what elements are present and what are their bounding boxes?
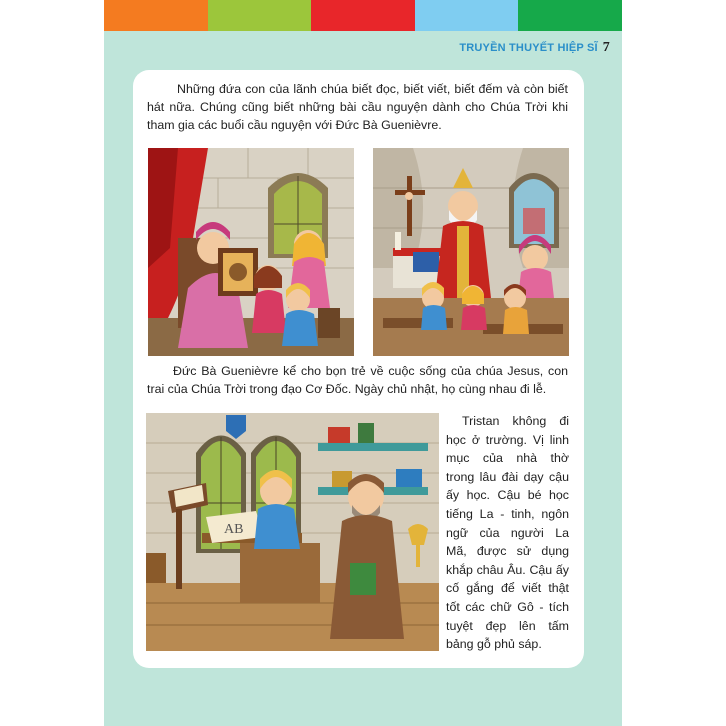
book-page — [104, 0, 622, 726]
content-card — [133, 70, 584, 668]
illustration-priest-at-altar — [373, 148, 569, 356]
color-stripes — [104, 0, 622, 31]
stripe-green — [208, 0, 312, 31]
book-title: TRUYỀN THUYẾT HIỆP SĨ — [459, 42, 598, 54]
stripe-blue — [415, 0, 519, 31]
paragraph-guenievre-stories: Đức Bà Guenièvre kể cho bọn trẻ về cuộc sống của chúa Jesus, con trai của Chúa Trời trong đạo Cơ Đốc. Ngày chủ nhật, họ cùng nhau đi lễ. — [147, 364, 568, 396]
svg-text:AB: AB — [224, 522, 244, 537]
paragraph-literacy: Những đứa con của lãnh chúa biết đọc, biết viết, biết đếm và còn biết hát nữa. Chúng cũng biết những bài cầu nguyện dành cho Chúa Trời khi tham gia các buổi cầu nguyện với Đức Bà Guenièvre. — [147, 82, 568, 132]
page-header — [459, 40, 610, 56]
page-number: 7 — [602, 40, 610, 55]
illustration-lady-teaching-children — [148, 148, 354, 356]
paragraph-tristan-study: Tristan không đi học ở trường. Vị linh mục của nhà thờ trong lâu đài dạy cậu ấy học. Cậu bé học tiếng La - tinh, ngôn ngữ của người La Mã, được sử dụng khắp châu Âu. Cậu ấy cố gắng để viết thật tốt các chữ Gô - tích tuyệt đẹp lên tấm bảng gỗ phủ sáp. — [446, 414, 569, 652]
stripe-orange — [104, 0, 208, 31]
illustration-tristan-writing-with-monk — [146, 413, 439, 651]
stripe-red — [311, 0, 415, 31]
stripe-dark-green — [518, 0, 622, 31]
